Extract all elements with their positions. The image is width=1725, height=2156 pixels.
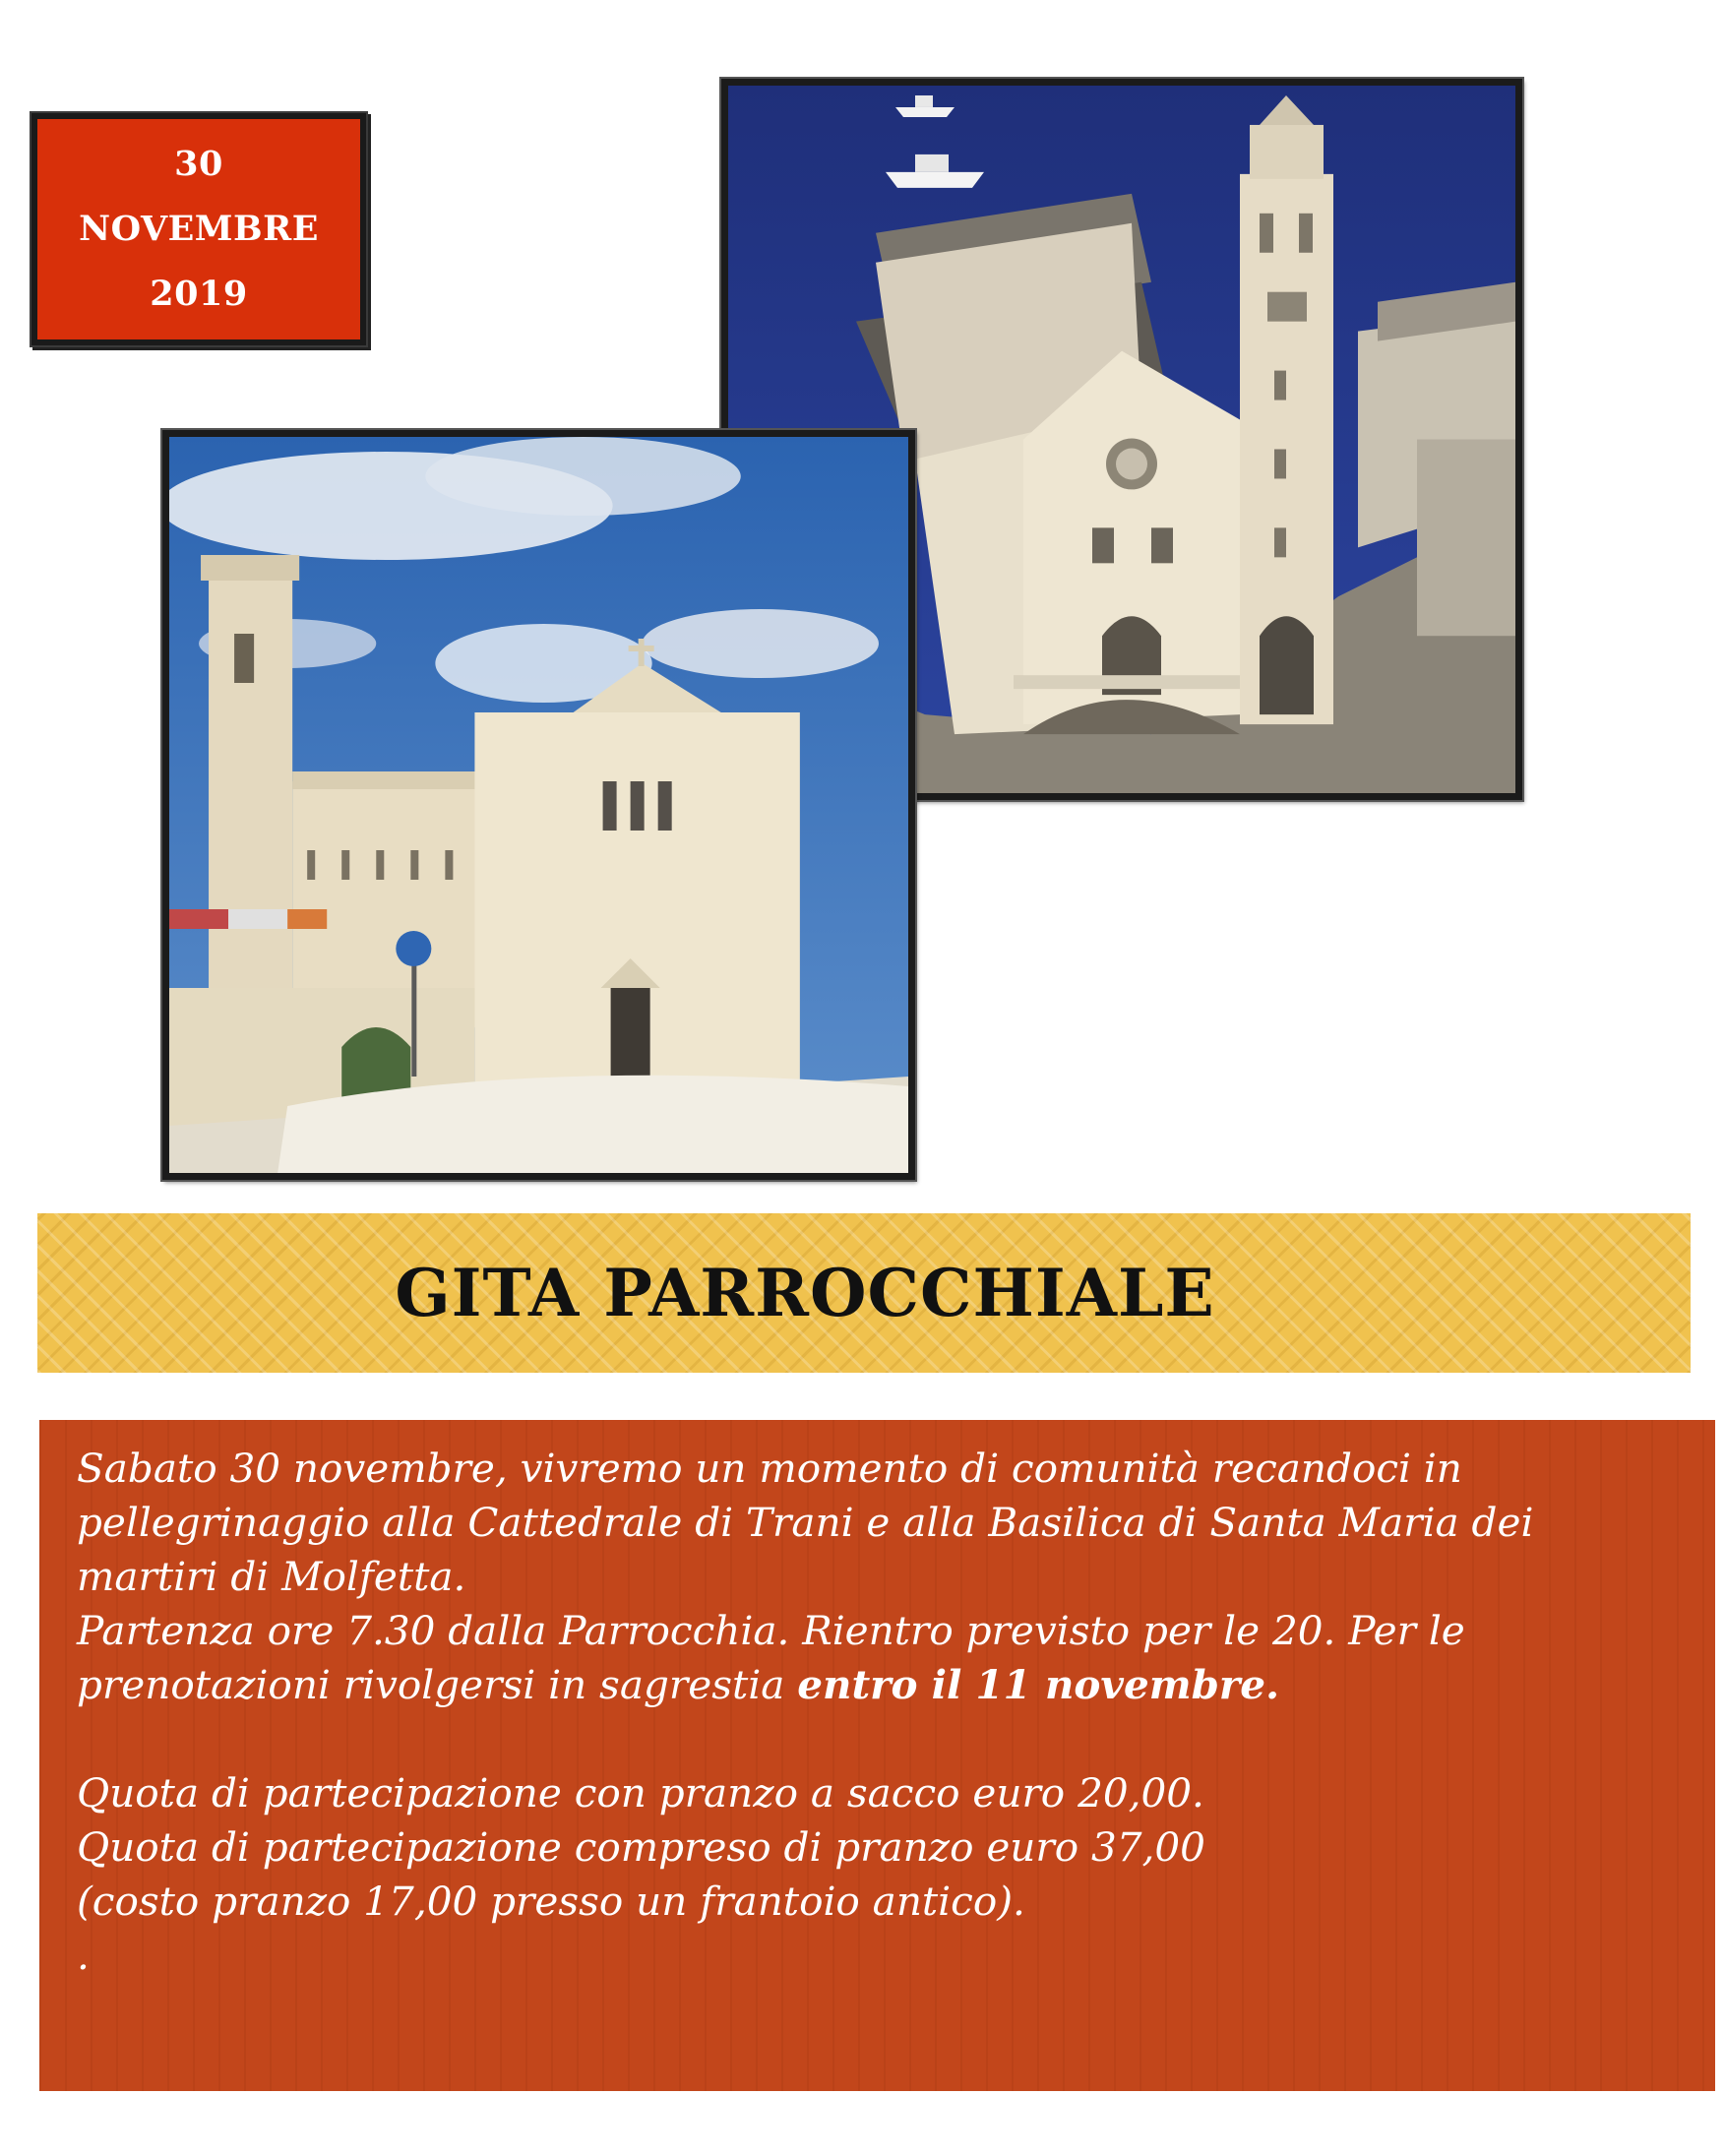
info-box — [39, 1420, 1715, 2091]
departure-paragraph — [77, 1604, 1680, 1712]
quota-pranzo: Quota di partecipazione compreso di pranzo euro 37,00 — [77, 1823, 1205, 1871]
page-title: GITA PARROCCHIALE — [395, 1255, 1215, 1331]
date-badge — [31, 113, 366, 345]
molfetta-basilica-photo — [162, 430, 915, 1180]
intro-text: Sabato 30 novembre, vivremo un momento di comunità recandoci in pellegrinaggio alla Cattedrale di Trani e alla Basilica di Santa Maria dei martiri di Molfetta. — [77, 1445, 1534, 1600]
spacer — [77, 1712, 1680, 1766]
date-day: 30 — [174, 144, 223, 184]
departure-text: Partenza ore 7.30 dalla Parrocchia. Rientro previsto per le 20. Per le prenotazioni rivolgersi in sagrestia — [77, 1607, 1465, 1708]
quota-sacco: Quota di partecipazione con pranzo a sacco euro 20,00. — [77, 1769, 1204, 1817]
date-year: 2019 — [150, 274, 248, 314]
deadline-text: entro il 11 novembre — [797, 1661, 1265, 1708]
trailing-dot: . — [77, 1932, 90, 1979]
deadline-end: . — [1265, 1661, 1280, 1708]
costo-pranzo: (costo pranzo 17,00 presso un frantoio antico). — [77, 1878, 1025, 1925]
date-month: NOVEMBRE — [79, 209, 319, 249]
title-banner — [37, 1213, 1691, 1373]
